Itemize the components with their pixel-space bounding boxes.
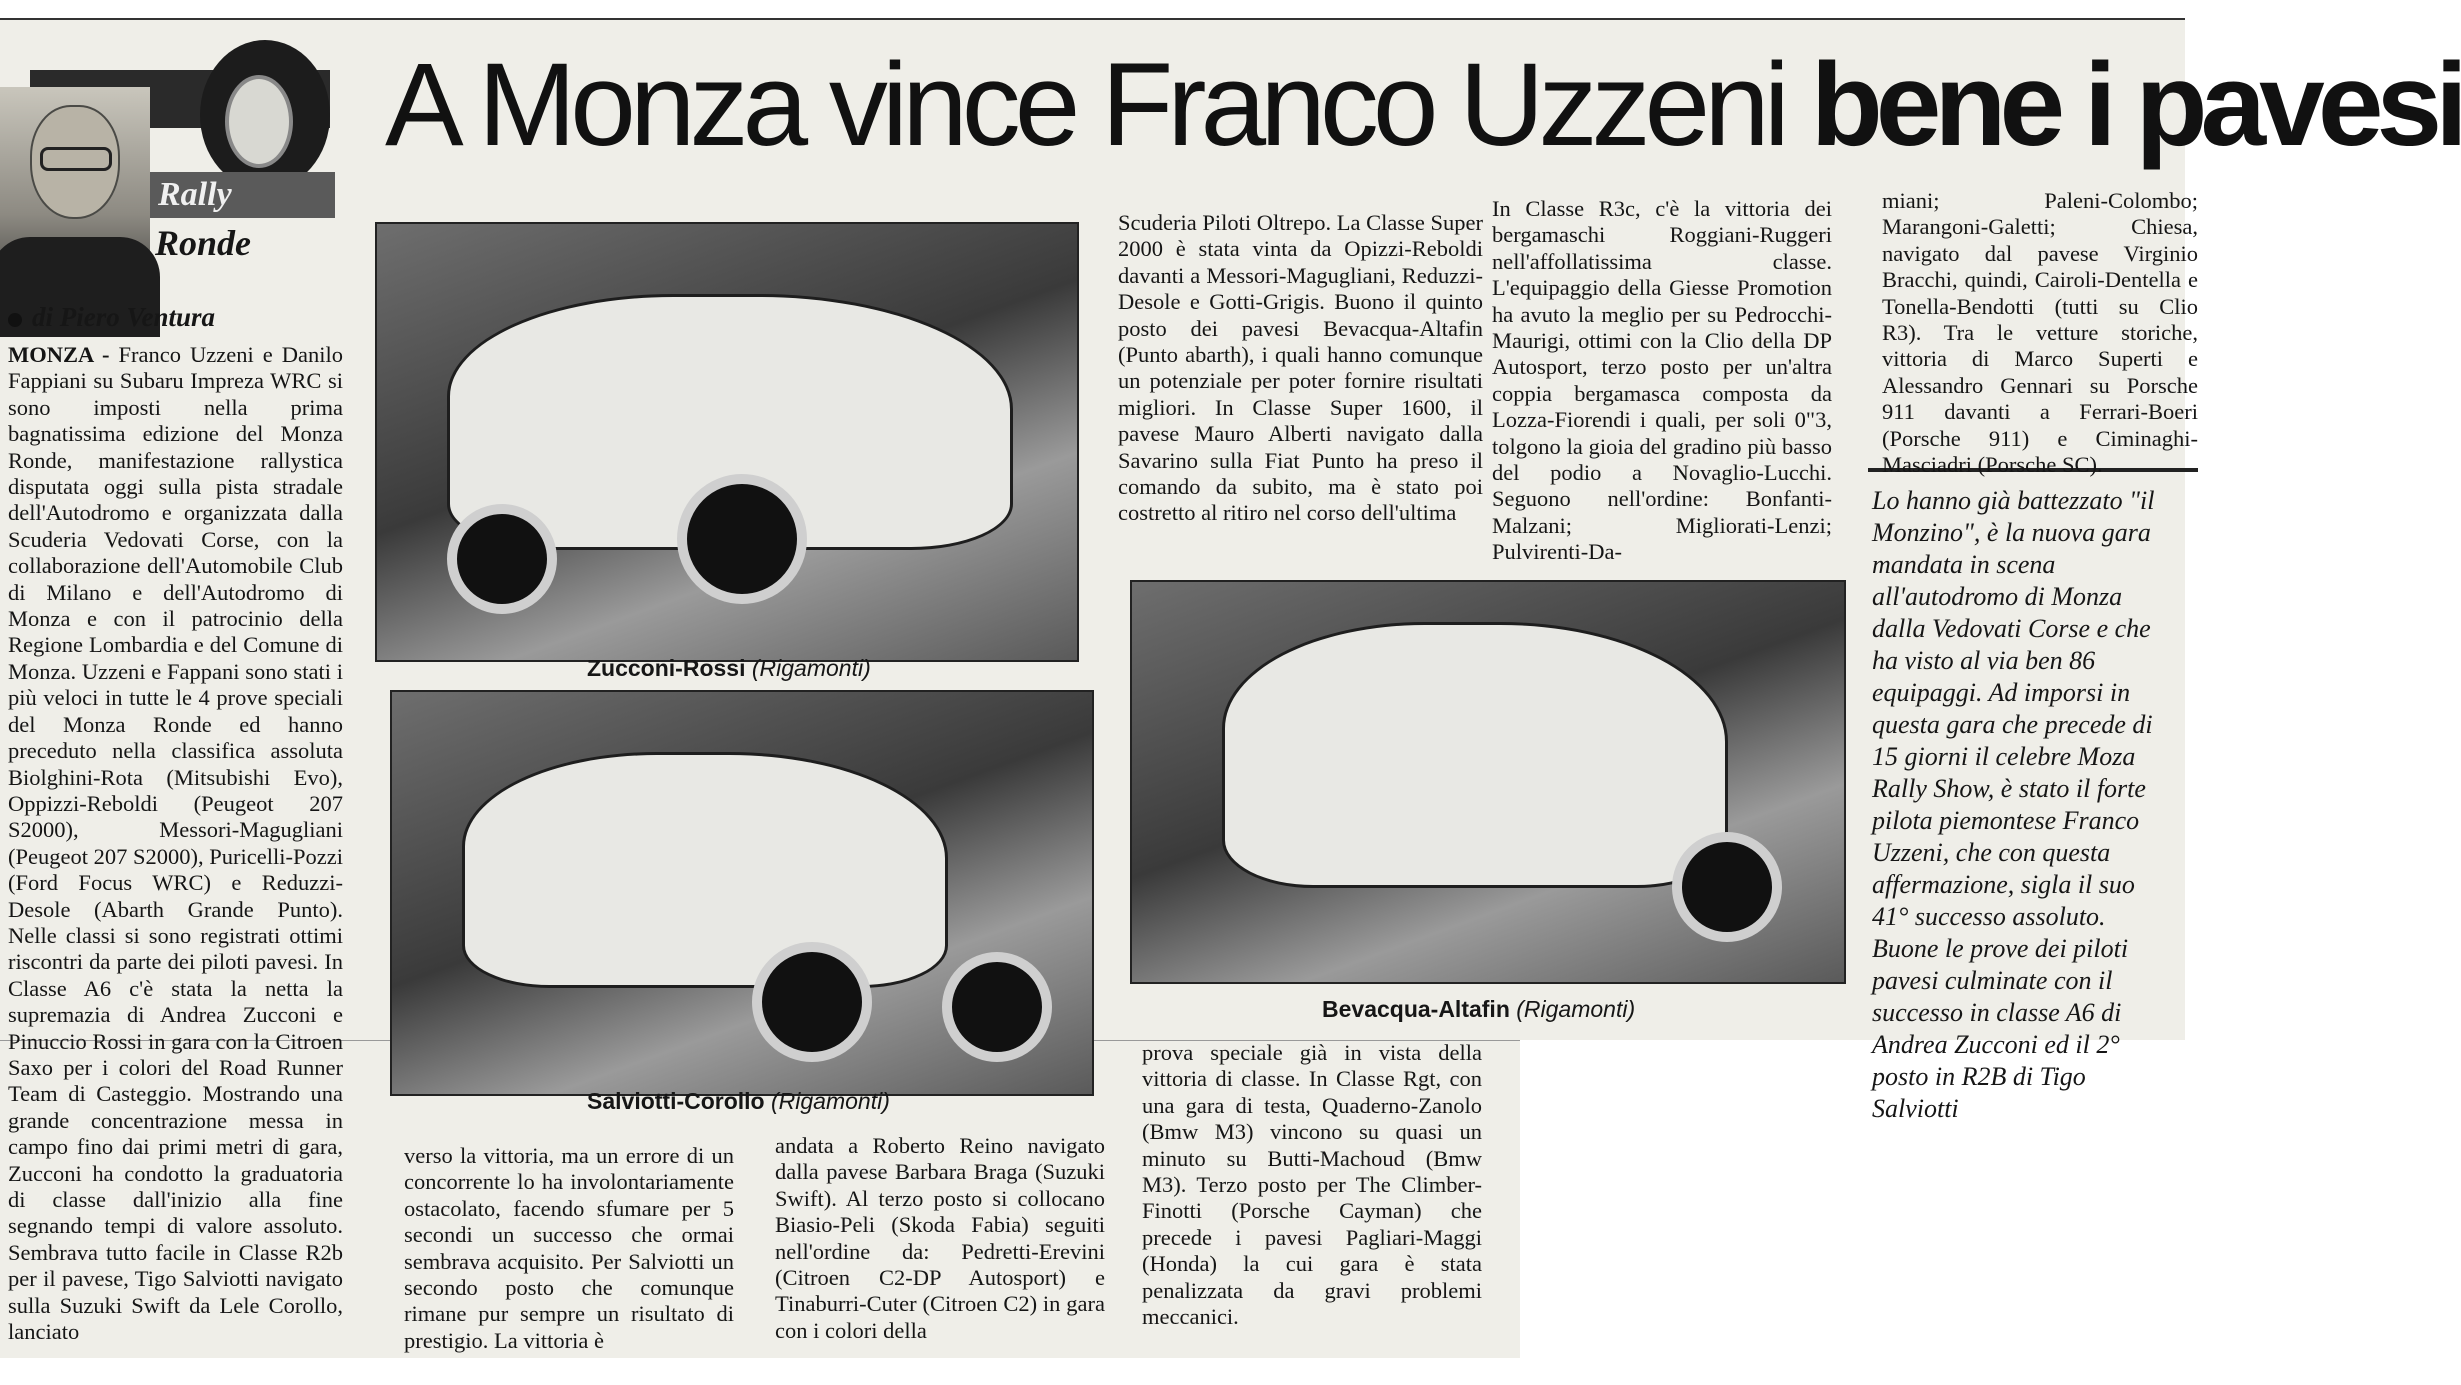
caption-photo-2 bbox=[587, 1088, 890, 1115]
article-column-2: verso la vittoria, ma un errore di un concorrente lo ha involontariamente ostacolato, facendo sfumare per 5 secondi un successo che ormai sembrava acquisito. Per Salviotti un secondo posto che comunque rimane pur sempre un risultato di prestigio. La vittoria è bbox=[404, 1143, 734, 1353]
article-column-4-top: In Classe R3c, c'è la vittoria dei bergamaschi Roggiani-Ruggeri nell'affollatissima classe. L'equipaggio della Giesse Promotion ha avuto la meglio per su Pedrocchi-Maurigi, ottimi con la Clio della DP Autosport, terzo posto per un'altra coppia bergamasca composta da Lozza-Fiorendi i quali, per soli 0"3, tolgono la gioia del gradino più basso del podio a Novaglio-Lucchi. Seguono nell'ordine: Bonfanti-Malzani; Migliorati-Lenzi; Pulvirenti-Da- bbox=[1492, 196, 1832, 565]
headline-bold: bene i pavesi bbox=[1810, 39, 2461, 171]
photo-salviotti-corollo bbox=[390, 690, 1094, 1096]
headline-light: A Monza vince Franco Uzzeni bbox=[385, 39, 1784, 171]
article-column-3-top: Scuderia Piloti Oltrepo. La Classe Super 2000 è stata vinta da Opizzi-Reboldi davanti a Messori-Magugliani, Reduzzi-Desole e Gotti-Grigis. Buono il quinto posto dei pavesi Bevacqua-Altafin (Punto abarth), i quali hanno comunque un potenziale per poter fornire risultati migliori. In Classe Super 1600, il pavese Mauro Alberti navigato dalla Savarino sulla Fiat Punto ha preso il comando da subito, ma è stato poi costretto al ritiro nel corso dell'ultima bbox=[1118, 210, 1483, 526]
caption-name: Bevacqua-Altafin bbox=[1322, 996, 1510, 1022]
wheel bbox=[942, 952, 1052, 1062]
wheel bbox=[752, 942, 872, 1062]
wheel bbox=[1672, 832, 1782, 942]
caption-credit: (Rigamonti) bbox=[771, 1088, 890, 1114]
section-sub: Ronde bbox=[155, 223, 252, 263]
article-column-1 bbox=[8, 342, 343, 1345]
article-column-3-bottom: andata a Roberto Reino navigato dalla pavese Barbara Braga (Suzuki Swift). Al terzo posto si collocano Biasio-Peli (Skoda Fabia) seguiti nell'ordine da: Pedretti-Erevini (Citroen C2-DP Autosport) e Tinaburri-Cuter (Citroen C2) in gara con i colori della bbox=[775, 1133, 1105, 1343]
caption-name: Zucconi-Rossi bbox=[587, 655, 746, 681]
column-1-text: Franco Uzzeni e Danilo Fappiani su Subaru Impreza WRC si sono imposti nella prima bagnatissima edizione del Monza Ronde, manifestazione rallystica disputata oggi sulla pista stradale dell'Autodromo e organizzata dalla Scuderia Vedovati Corse, con la collaborazione dell'Automobile Club di Milano e dell'Autodromo di Monza e con il patrocinio della Regione Lombardia e del Comune di Monza. Uzzeni e Fappani sono stati i più veloci in tutte le 4 prove speciali del Monza Ronde ed hanno preceduto nella classifica assoluta Biolghini-Rota (Mitsubishi Evo), Oppizzi-Reboldi (Peugeot 207 S2000), Messori-Magugliani (Peugeot 207 S2000), Puricelli-Pozzi (Ford Focus WRC) e Reduzzi-Desole (Abarth Grande Punto). Nelle classi si sono registrati ottimi riscontri da parte dei piloti pavesi. In Classe A6 c'è stata la netta la supremazia di Andrea Zucconi e Pinuccio Rossi in gara con la Citroen Saxo per i colori del Road Runner Team di Casteggio. Mostrando una grande concentrazione messa in campo fino dai primi metri di gara, Zucconi ha condotto la graduatoria di classe dall'inizio alla fine segnando tempi di valore assoluto. Sembrava tutto facile in Classe R2b per il pavese, Tigo Salviotti navigato sulla Suzuki Swift da Lele Corollo, lanciato bbox=[8, 342, 343, 1345]
author-portrait bbox=[0, 87, 150, 319]
caption-credit: (Rigamonti) bbox=[1516, 996, 1636, 1022]
wheel bbox=[447, 504, 557, 614]
headline bbox=[385, 39, 2461, 171]
caption-name: Salviotti-Corollo bbox=[587, 1088, 765, 1114]
section-tag: Rally bbox=[150, 172, 335, 218]
car-fiat-punto bbox=[1222, 622, 1728, 888]
article-column-4-bottom: prova speciale già in vista della vittoria di classe. In Classe Rgt, con una gara di testa, Quaderno-Zanolo (Bmw M3) vincono su quasi un minuto su Butti-Machoud (Bmw M3). Terzo posto per The Climber-Finotti (Porsche Cayman) che precede i pavesi Pagliari-Maggi (Honda) la cui gara è stata penalizzata da gravi problemi meccanici. bbox=[1142, 1040, 1482, 1330]
caption-photo-3 bbox=[1322, 996, 1635, 1023]
dateline: MONZA - bbox=[8, 342, 110, 367]
portrait-glasses bbox=[40, 147, 112, 171]
wheel bbox=[677, 474, 807, 604]
photo-zucconi-rossi bbox=[375, 222, 1079, 662]
photo-bevacqua-altafin bbox=[1130, 580, 1846, 984]
byline: di Piero Ventura bbox=[8, 302, 215, 333]
aside-summary: Lo hanno già battezzato "il Monzino", è la nuova gara mandata in scena all'autodromo di Monza dalla Vedovati Corse e che ha visto al via ben 86 equipaggi. Ad imporsi in questa gara che precede di 15 giorni il celebre Moza Rally Show, è stato il forte pilota piemontese Franco Uzzeni, che con questa affermazione, sigla il suo 41° successo assoluto. Buone le prove dei piloti pavesi culminate con il successo in classe A6 di Andrea Zucconi ed il 2° posto in R2B di Tigo Salviotti bbox=[1872, 486, 2155, 1123]
tire-rim-icon bbox=[225, 75, 293, 168]
caption-photo-1 bbox=[587, 655, 871, 682]
caption-credit: (Rigamonti) bbox=[751, 655, 871, 681]
car-suzuki-swift bbox=[462, 752, 948, 988]
article-column-5-top: miani; Paleni-Colombo; Marangoni-Galetti; Chiesa, navigato dal pavese Virginio Bracchi, quindi, Cairoli-Dentella e Tonella-Bendotti (tutti su Clio R3). Tra le vetture storiche, vittoria di Marco Superti e Alessandro Gennari su Porsche 911 davanti a Ferrari-Boeri (Porsche 911) e Ciminaghi-Masciadri (Porsche SC). bbox=[1882, 188, 2198, 478]
